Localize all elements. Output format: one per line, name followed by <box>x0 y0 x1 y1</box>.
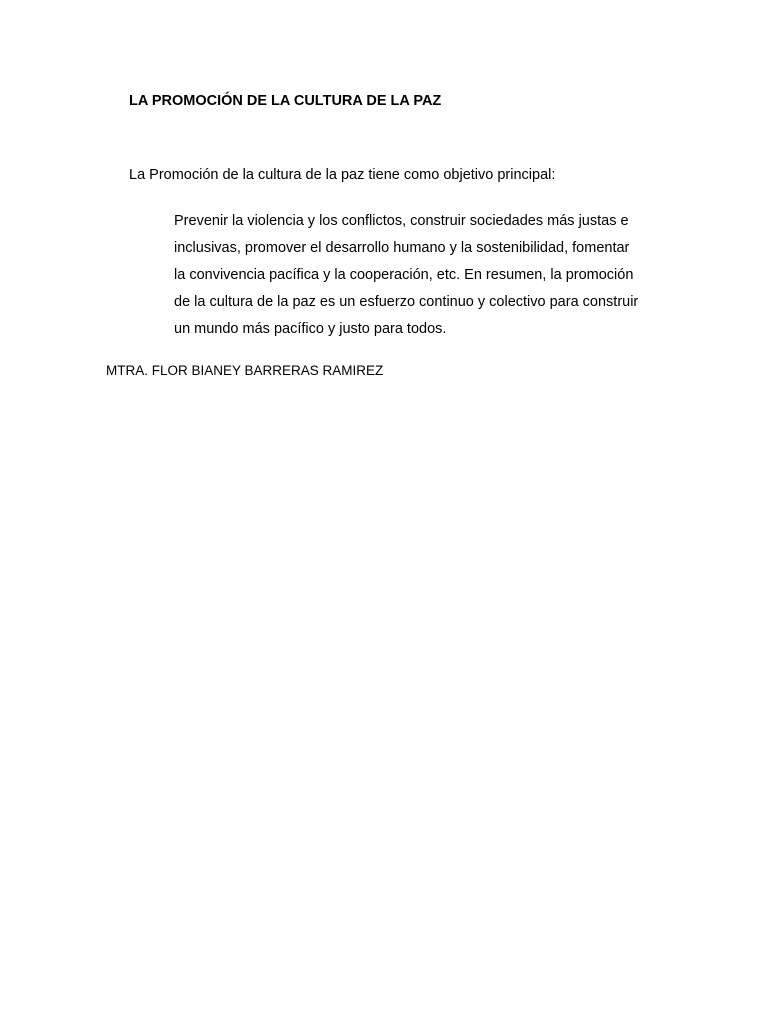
body-line: un mundo más pacífico y justo para todos. <box>174 321 447 337</box>
body-line: de la cultura de la paz es un esfuerzo continuo y colectivo para construir <box>174 294 639 310</box>
body-line: la convivencia pacífica y la cooperación, etc. En resumen, la promoción <box>174 267 634 283</box>
intro-paragraph: La Promoción de la cultura de la paz tiene como objetivo principal: <box>129 167 556 183</box>
body-line: inclusivas, promover el desarrollo humano y la sostenibilidad, fomentar <box>174 240 630 256</box>
body-paragraph <box>174 208 674 343</box>
author-name: MTRA. FLOR BIANEY BARRERAS RAMIREZ <box>106 363 384 378</box>
body-line: Prevenir la violencia y los conflictos, construir sociedades más justas e <box>174 213 629 229</box>
document-title: LA PROMOCIÓN DE LA CULTURA DE LA PAZ <box>129 93 442 109</box>
